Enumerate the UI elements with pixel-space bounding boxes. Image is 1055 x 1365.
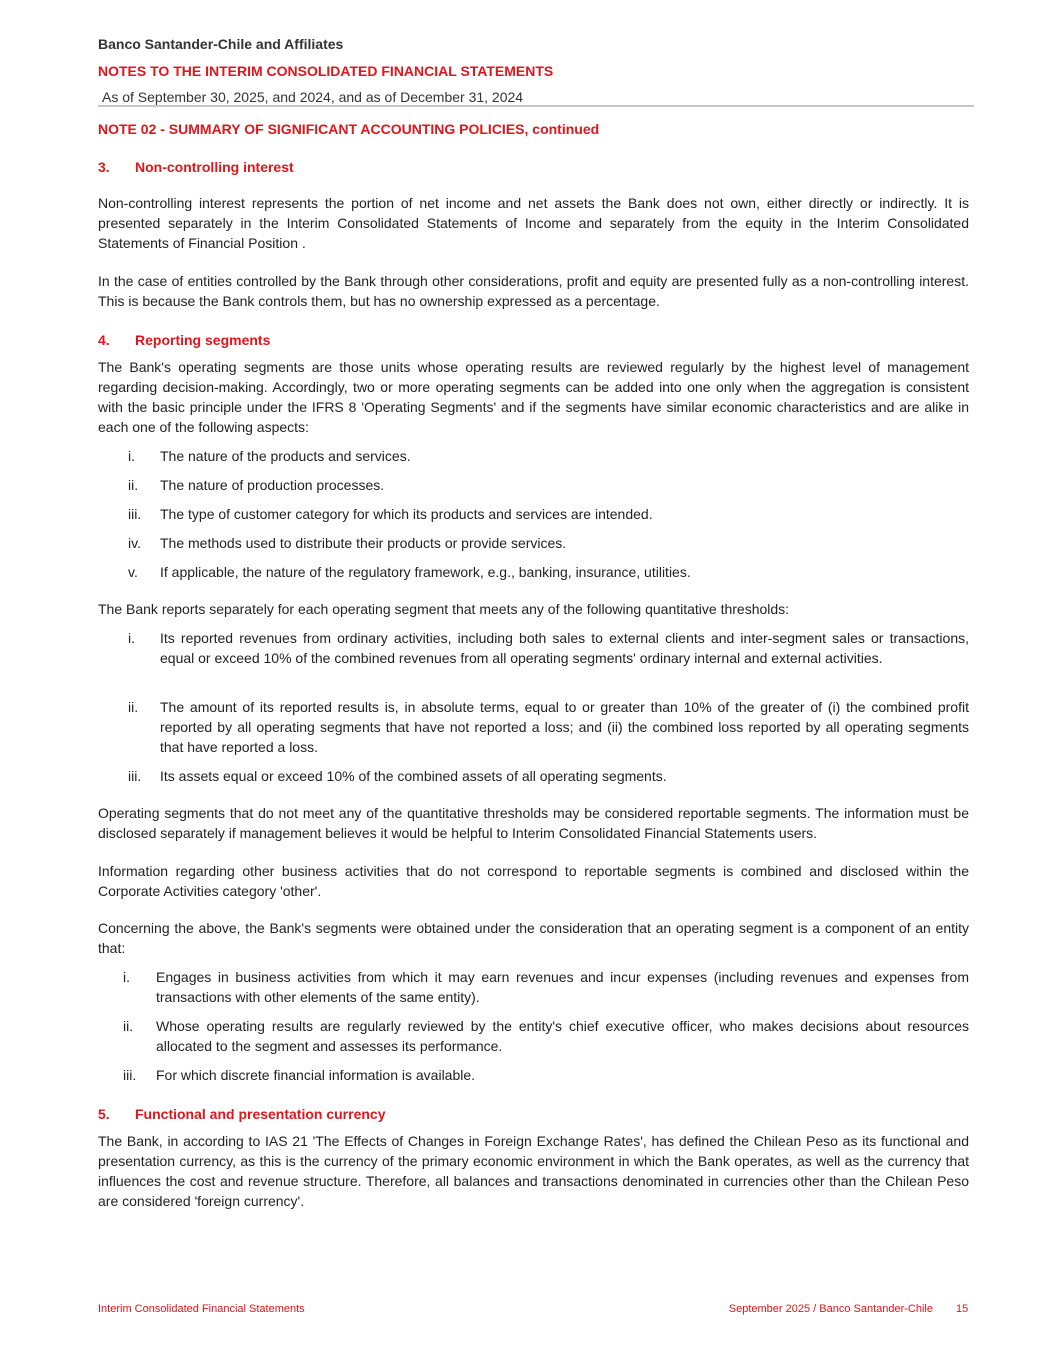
list-item bbox=[98, 1065, 969, 1085]
list-marker: i. bbox=[128, 630, 135, 646]
list-marker: iii. bbox=[128, 768, 142, 784]
list-text: For which discrete financial information is available. bbox=[156, 1067, 476, 1083]
paragraph: Information regarding other business activities that do not correspond to reportable segments is combined and disclosed within the Corporate Activities category 'other'. bbox=[98, 863, 969, 899]
section-title: Reporting segments bbox=[135, 332, 271, 348]
section-3-heading bbox=[98, 157, 294, 177]
paragraph: The Bank's operating segments are those units whose operating results are reviewed regularly by the highest level of management regarding decision-making. Accordingly, two or more operating segments can be added into one only when the aggregation is consistent with the basic principle under the IFRS 8 'Operating Segments' and if the segments have similar economic characteristics and are alike in each one of the following aspects: bbox=[98, 359, 969, 435]
section-number: 5. bbox=[98, 1106, 110, 1122]
note-title: NOTE 02 - SUMMARY OF SIGNIFICANT ACCOUNTING POLICIES, continued bbox=[98, 121, 600, 137]
list-text: Its reported revenues from ordinary activities, including both sales to external clients and inter-segment sales or transactions, equal or exceed 10% of the combined revenues from all operating segments' ordinary internal and external activities. bbox=[160, 630, 969, 666]
list-text: The amount of its reported results is, in absolute terms, equal to or greater than 10% of the greater of (i) the combined profit reported by all operating segments that have not reported a loss; and (ii) the combined loss reported by all operating segments that have reported a loss. bbox=[160, 699, 969, 755]
footer-right: September 2025 / Banco Santander-Chile bbox=[728, 1303, 933, 1315]
list-item bbox=[98, 562, 969, 582]
list-marker: iv. bbox=[128, 535, 141, 551]
paragraph: Operating segments that do not meet any of the quantitative thresholds may be considered reportable segments. The information must be disclosed separately if management believes it would be helpful to Interim Consolidated Financial Statements users. bbox=[98, 805, 969, 841]
list-text: The type of customer category for which its products and services are intended. bbox=[160, 506, 653, 522]
list-text: Its assets equal or exceed 10% of the combined assets of all operating segments. bbox=[160, 768, 667, 784]
list-item bbox=[98, 533, 969, 553]
list-item bbox=[98, 697, 969, 757]
list-marker: iii. bbox=[123, 1067, 137, 1083]
company-name: Banco Santander-Chile and Affiliates bbox=[98, 36, 344, 52]
list-text: If applicable, the nature of the regulatory framework, e.g., banking, insurance, utilities. bbox=[160, 564, 691, 580]
list-item bbox=[98, 628, 969, 668]
section-number: 3. bbox=[98, 159, 110, 175]
list-text: The nature of production processes. bbox=[160, 477, 385, 493]
list-marker: i. bbox=[123, 969, 130, 985]
section-4-heading bbox=[98, 330, 270, 350]
footer-left: Interim Consolidated Financial Statements bbox=[98, 1303, 305, 1315]
list-text: The nature of the products and services. bbox=[160, 448, 411, 464]
list-marker: ii. bbox=[123, 1018, 134, 1034]
paragraph: The Bank reports separately for each operating segment that meets any of the following quantitative thresholds: bbox=[98, 601, 790, 617]
list-marker: i. bbox=[128, 448, 135, 464]
paragraph: The Bank, in according to IAS 21 'The Effects of Changes in Foreign Exchange Rates', has defined the Chilean Peso as its functional and presentation currency, as this is the currency of the primary economic environment in which the Bank operates, as well as the currency that influences the cost and revenue structure. Therefore, all balances and transactions denominated in currencies other than the Chilean Peso are considered 'foreign currency'. bbox=[98, 1133, 969, 1209]
list-marker: ii. bbox=[128, 477, 139, 493]
list-text: Engages in business activities from which it may earn revenues and incur expenses (including revenues and expenses from transactions with other elements of the same entity). bbox=[156, 969, 969, 1005]
header-divider bbox=[98, 105, 974, 107]
section-5-heading bbox=[98, 1104, 386, 1124]
paragraph: Non-controlling interest represents the portion of net income and net assets the Bank does not own, either directly or indirectly. It is presented separately in the Interim Consolidated Statements of Income and separately from the equity in the Interim Consolidated Statements of Financial Position . bbox=[98, 195, 969, 251]
period: As of September 30, 2025, and 2024, and as of December 31, 2024 bbox=[102, 89, 524, 105]
section-title: Non-controlling interest bbox=[135, 159, 294, 175]
list-item bbox=[98, 504, 969, 524]
notes-title: NOTES TO THE INTERIM CONSOLIDATED FINANCIAL STATEMENTS bbox=[98, 63, 554, 79]
list-text: The methods used to distribute their products or provide services. bbox=[160, 535, 567, 551]
page-number: 15 bbox=[956, 1303, 969, 1315]
list-text: Whose operating results are regularly reviewed by the entity's chief executive officer, who makes decisions about resources allocated to the segment and assesses its performance. bbox=[156, 1018, 969, 1054]
list-item bbox=[98, 967, 969, 1007]
section-title: Functional and presentation currency bbox=[135, 1106, 386, 1122]
list-marker: ii. bbox=[128, 699, 139, 715]
paragraph: In the case of entities controlled by the Bank through other considerations, profit and equity are presented fully as a non-controlling interest. This is because the Bank controls them, but has no ownership expressed as a percentage. bbox=[98, 273, 969, 309]
list-marker: v. bbox=[128, 564, 138, 580]
list-item bbox=[98, 446, 969, 466]
section-number: 4. bbox=[98, 332, 110, 348]
list-item bbox=[98, 1016, 969, 1056]
list-marker: iii. bbox=[128, 506, 142, 522]
list-item bbox=[98, 766, 969, 786]
paragraph: Concerning the above, the Bank's segments were obtained under the consideration that an operating segment is a component of an entity that: bbox=[98, 920, 969, 956]
list-item bbox=[98, 475, 969, 495]
